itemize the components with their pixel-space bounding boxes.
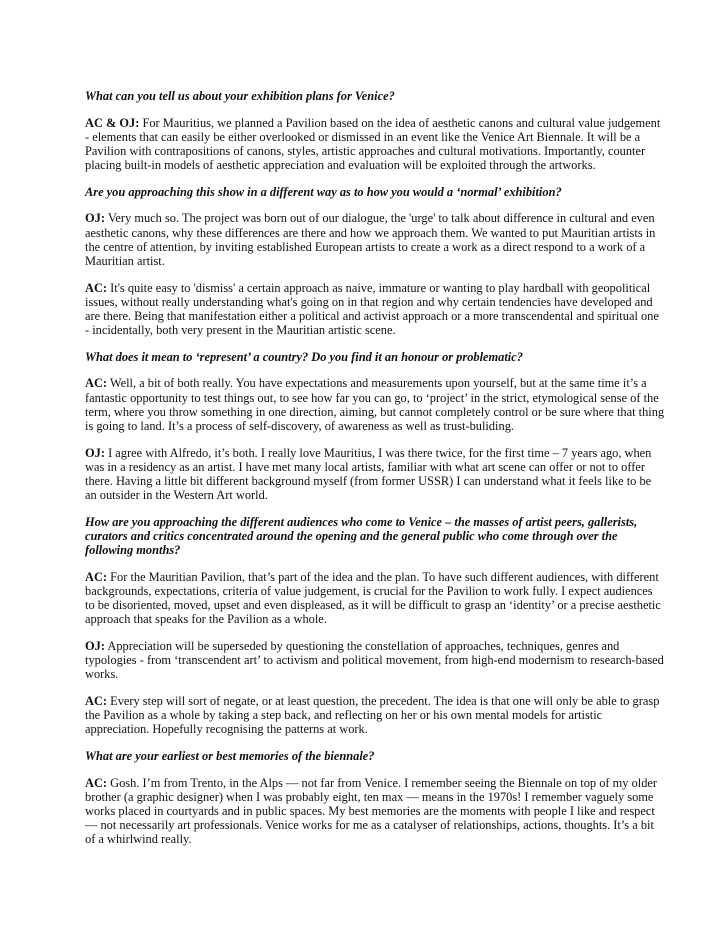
answer-line: issues, without really understanding what's going on in that region and why certain tendencies have developed and [85, 294, 653, 309]
answer-text: For the Mauritian Pavilion, that’s part of the idea and the plan. To have such different audiences, with different [107, 569, 659, 584]
question-line: curators and critics concentrated around the opening and the general public who come through over the [85, 529, 618, 543]
answer-line: works. [85, 667, 119, 682]
answer-line: works placed in courtyards and in public spaces. My best memories are the moments with people I like and respect [85, 804, 655, 818]
answer-line: was in a residency as an artist. I have met many local artists, familiar with what art scene can offer or not to offer [85, 459, 646, 474]
answer-line: Pavilion with contrapositions of canons, styles, artistic approaches and cultural motivations. Importantly, counter [85, 144, 646, 158]
speaker-label: AC: [85, 376, 108, 391]
answer-line [85, 639, 645, 653]
answer-line [85, 211, 655, 226]
interview-question [85, 749, 645, 763]
answer-line: appreciation. Hopefully recognising the patterns at work. [85, 722, 368, 737]
answer-text: I agree with Alfredo, it’s both. I really love Mauritius, I was there twice, for the first time – 7 years ago, when [104, 445, 652, 460]
answer-line: - incidentally, both very present in the Mauritian artistic scene. [85, 323, 396, 338]
question-line: following months? [85, 543, 181, 558]
answer-text: Very much so. The project was born out of our dialogue, the 'urge' to talk about difference in cultural and even [104, 211, 655, 226]
answer-line: there. Having a little bit different background myself (from former USSR) I can understand what it feels like to be [85, 474, 652, 488]
answer-line: typologies - from ‘transcendent art’ to activism and political movement, from high-end modernism to research-based [85, 653, 664, 668]
interview-answer [85, 775, 658, 847]
question-line: How are you approaching the different audiences who come to Venice – the masses of artist peers, gallerists, [85, 514, 638, 529]
interview-question [85, 89, 645, 103]
answer-line [85, 775, 658, 790]
interview-question [85, 185, 645, 199]
answer-line: the Pavilion as a whole by taking a step back, and reflecting on her or his own mental models for artistic [85, 708, 603, 723]
answer-line: the centre of attention, by inviting established European artists to create a work as a direct respond to a work of a [85, 239, 646, 254]
answer-line [85, 445, 652, 460]
interview-answer [85, 280, 659, 338]
interview-answer [85, 211, 656, 268]
interview-answer [85, 445, 652, 503]
answer-line: approach that speaks for the Pavilion as a whole. [85, 612, 327, 627]
answer-line: placing built-in models of aesthetic appreciation and evaluation will be exploited through the artworks. [85, 158, 596, 173]
interview-question [85, 515, 645, 558]
speaker-label: AC & OJ: [85, 115, 140, 130]
answer-line [85, 115, 661, 130]
answer-line [85, 694, 660, 708]
answer-line: fantastic opportunity to test things out, to see how far you can go, to ‘project’ in the strict, etymological sense of the [85, 390, 659, 405]
answer-text: For Mauritius, we planned a Pavilion based on the idea of aesthetic canons and cultural value judgement [139, 115, 661, 130]
answer-line: is going to land. It’s a process of self-discovery, of awareness as well as trust-buliding. [85, 419, 514, 433]
speaker-label: OJ: [85, 445, 105, 460]
answer-line: to be disoriented, moved, upset and even displeased, as it will be difficult to grasp an ‘identity’ or a precise aesthetic [85, 598, 661, 613]
speaker-label: AC: [85, 694, 108, 708]
answer-line: — not necessarily art professionals. Venice works for me as a catalyser of relationships, actions, thoughts. It’s a bit [85, 818, 654, 833]
answer-line: aesthetic canons, why these differences are there and how we approach them. We wanted to put Mauritian artists in [85, 225, 656, 240]
question-line: Are you approaching this show in a different way as to how you would a ‘normal’ exhibition? [85, 184, 562, 199]
answer-line [85, 569, 659, 584]
answer-line [85, 376, 645, 390]
answer-text: It's quite easy to 'dismiss' a certain approach as naive, immature or wanting to play hardball with geopolitical [107, 280, 651, 295]
question-line: What can you tell us about your exhibition plans for Venice? [85, 89, 395, 103]
answer-line: are there. Being that manifestation either a political and activist approach or a more transcendental and spiritual one [85, 309, 659, 323]
question-line: What are your earliest or best memories of the biennale? [85, 749, 375, 763]
speaker-label: AC: [85, 569, 108, 584]
answer-line: - elements that can easily be either overlooked or dismissed in an event like the Venice Art Biennale. It will be a [85, 129, 641, 144]
answer-text: Appreciation will be superseded by questioning the constellation of approaches, techniques, genres and [104, 639, 620, 653]
interview-document [85, 89, 665, 859]
interview-question [85, 350, 645, 364]
answer-text: Well, a bit of both really. You have expectations and measurements upon yourself, but at the same time it’s a [107, 376, 647, 391]
answer-line: of a whirlwind really. [85, 832, 192, 847]
speaker-label: AC: [85, 775, 108, 790]
answer-line: an outsider in the Western Art world. [85, 488, 268, 503]
speaker-label: OJ: [85, 639, 105, 653]
speaker-label: AC: [85, 280, 108, 295]
answer-text: Every step will sort of negate, or at least question, the precedent. The idea is that one will only be able to grasp [107, 694, 660, 708]
interview-answer [85, 569, 661, 627]
answer-line: term, where you throw something in one direction, aiming, but cannot completely control or be sure where that thing [85, 404, 665, 419]
interview-answer [85, 376, 665, 433]
answer-line [85, 280, 651, 295]
answer-text: Gosh. I’m from Trento, in the Alps — not far from Venice. I remember seeing the Biennale on top of my older [107, 775, 658, 790]
speaker-label: OJ: [85, 211, 105, 226]
answer-line: backgrounds, expectations, criteria of value judgement, is crucial for the Pavilion to work fully. I expect audiences [85, 584, 653, 598]
answer-line: Mauritian artist. [85, 254, 165, 268]
interview-answer [85, 639, 664, 682]
question-line: What does it mean to ‘represent’ a country? Do you find it an honour or problematic? [85, 349, 523, 364]
interview-answer [85, 115, 661, 173]
interview-answer [85, 694, 660, 737]
answer-line: brother (a graphic designer) when I was probably eight, ten max — means in the 1970s! I remember vaguely some [85, 789, 654, 804]
